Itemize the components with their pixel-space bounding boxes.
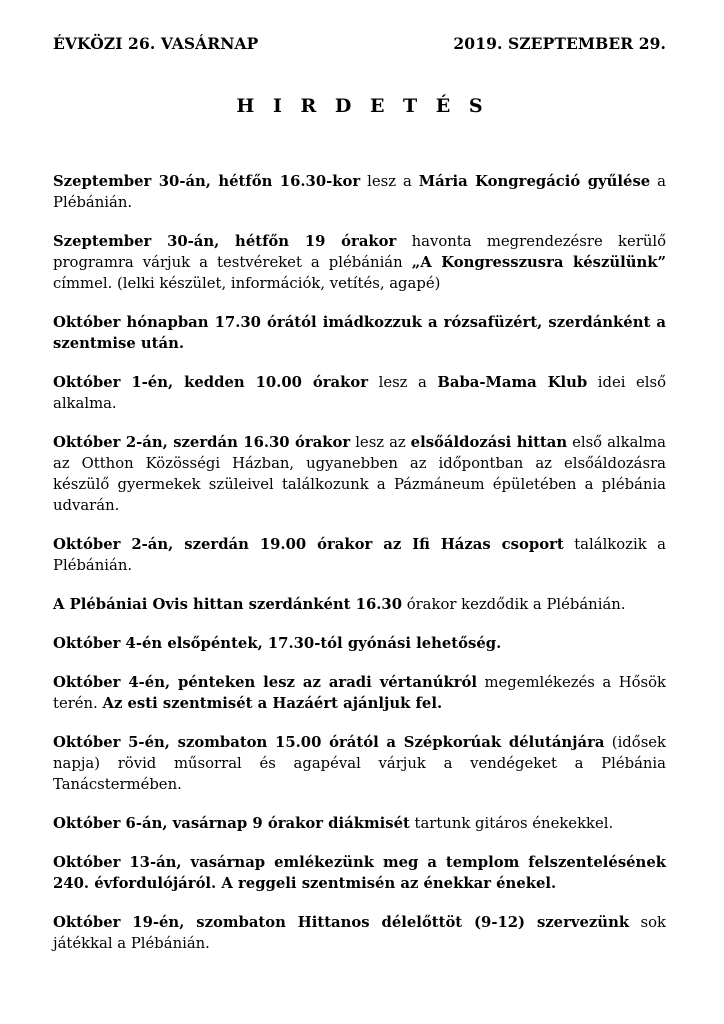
announcement-bold-text: A Plébániai Ovis hittan szerdánként 16.30 [53,596,402,613]
announcement-text: sok játékkal a Plébánián. [53,914,666,952]
announcement-bold-text: Október hónapban 17.30 órától imádkozzuk a rózsafüzért, szerdánként a szentmise után. [53,314,666,352]
announcement-item [53,594,666,615]
announcement-item [53,813,666,834]
announcement-bold-text: „A Kongresszusra készülünk” [411,254,667,271]
announcement-text: tartunk gitáros énekekkel. [409,815,614,832]
announcement-text: lesz az [350,434,411,451]
announcement-bold-text: Baba-Mama Klub [437,374,588,391]
announcement-list [53,171,666,954]
announcement-item [53,372,666,414]
announcement-item [53,672,666,714]
announcement-text: címmel. (lelki készület, információk, vetítés, agapé) [53,275,441,292]
announcement-text: lesz a [360,173,419,190]
announcement-bold-text: Az esti szentmisét a Hazáért ajánljuk fel. [102,695,443,712]
announcement-text: havonta megrendezésre kerülő programra várjuk a testvéreket a plébánián [53,233,666,271]
announcement-bold-text: elsőáldozási hittan [410,434,568,451]
date: 2019. SZEPTEMBER 29. [453,34,666,53]
announcement-text: megemlékezés a Hősök terén. [53,674,666,712]
liturgical-day: ÉVKÖZI 26. VASÁRNAP [53,34,259,53]
announcement-item [53,534,666,576]
announcement-bold-text: Október 6-án, vasárnap 9 órakor diákmisét [53,815,410,832]
announcement-text: órakor kezdődik a Plébánián. [401,596,626,613]
page-header [53,34,666,53]
announcement-item [53,633,666,654]
announcement-bold-text: Október 19-én, szombaton Hittanos délelőttöt (9-12) szervezünk [53,914,630,931]
announcement-text: idei első alkalma. [53,374,667,412]
announcement-item [53,852,666,894]
announcement-item [53,171,666,213]
announcement-bold-text: Mária Kongregáció gyűlése [418,173,651,190]
page-title: H I R D E T É S [236,95,489,117]
announcement-bold-text: Szeptember 30-án, hétfőn 19 órakor [53,233,397,250]
announcement-page [53,34,666,972]
announcement-bold-text: Október 1-én, kedden 10.00 órakor [53,374,369,391]
announcement-bold-text: Október 5-én, szombaton 15.00 órától a Szépkorúak délutánjára [53,734,605,751]
announcement-text: találkozik a Plébánián. [53,536,666,574]
announcement-item [53,732,666,795]
announcement-item [53,312,666,354]
announcement-text: lesz a [368,374,438,391]
announcement-bold-text: Szeptember 30-án, hétfőn 16.30-kor [53,173,361,190]
announcement-bold-text: Október 2-án, szerdán 16.30 órakor [53,434,351,451]
announcement-bold-text: Október 4-én, pénteken lesz az aradi vértanúkról [53,674,477,691]
announcement-text: első alkalma az Otthon Közösségi Házban, ugyanebben az időpontban az elsőáldozásra készülő gyermekek szüleivel találkozunk a Pázmáneum épületében a plébánia udvarán. [53,434,666,514]
announcement-text: (idősek napja) rövid műsorral és agapéval várjuk a vendégeket a Plébánia Tanácstermében. [53,734,667,793]
announcement-item [53,912,666,954]
announcement-item [53,231,666,294]
announcement-text: a Plébánián. [53,173,666,211]
announcement-bold-text: Október 2-án, szerdán 19.00 órakor az Ifi Házas csoport [53,536,564,553]
announcement-item [53,432,666,516]
announcement-bold-text: Október 13-án, vasárnap emlékezünk meg a templom felszentelésének 240. évfordulójáról. A reggeli szentmisén az énekkar énekel. [53,854,666,892]
announcement-bold-text: Október 4-én elsőpéntek, 17.30-tól gyónási lehetőség. [53,635,502,652]
